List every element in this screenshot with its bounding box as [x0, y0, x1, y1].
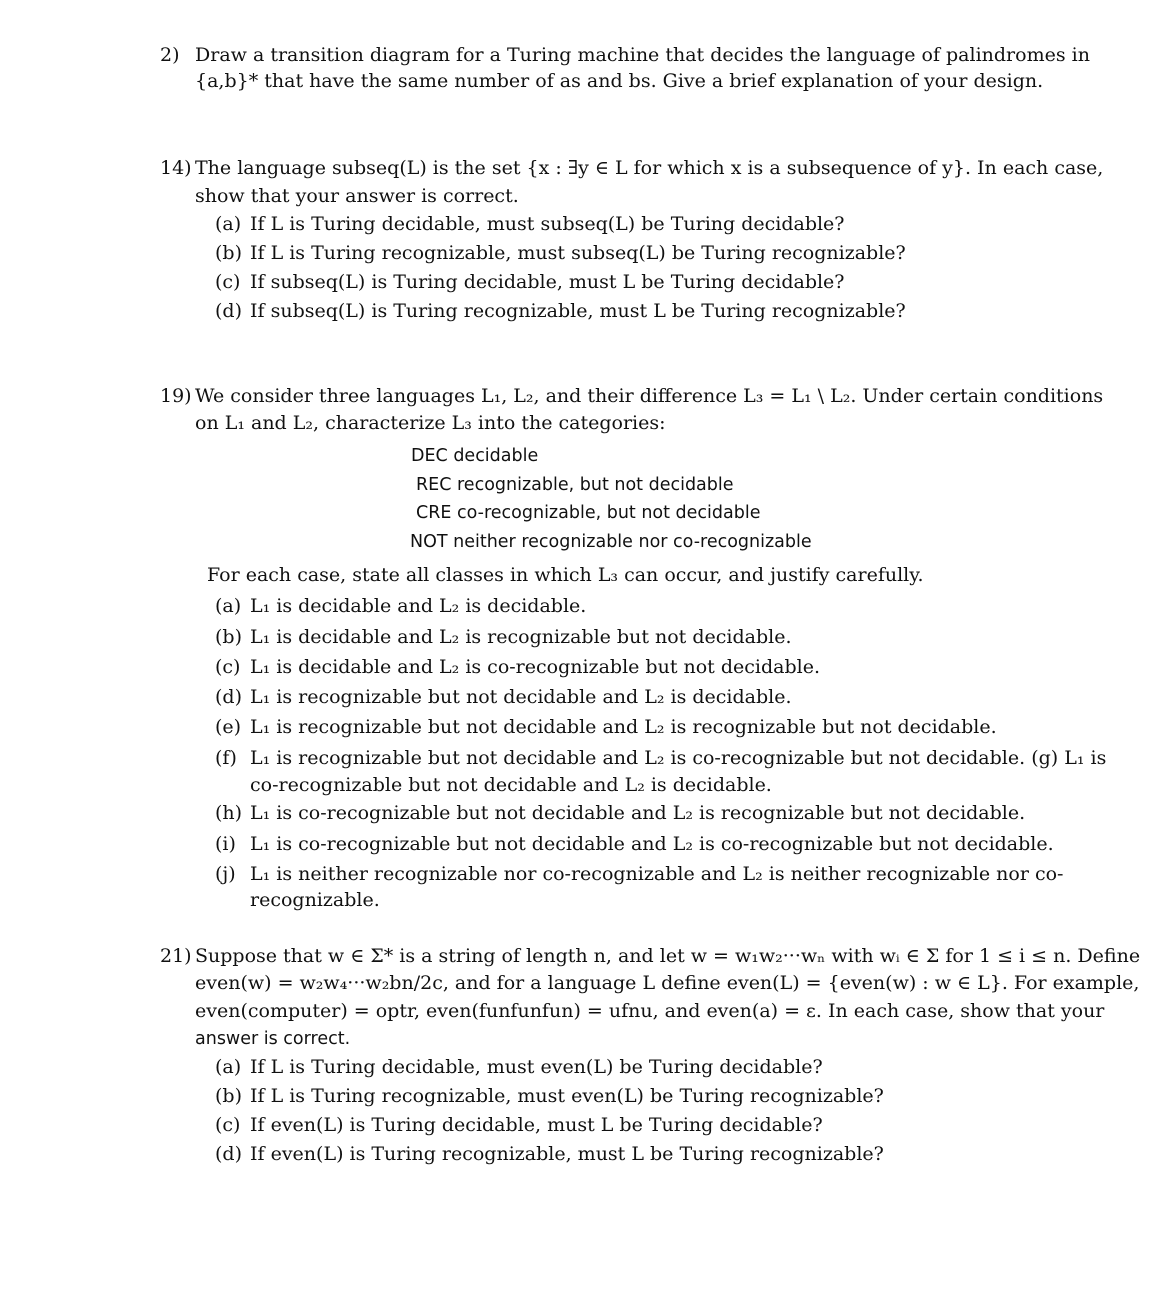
part-text: L₁ is recognizable but not decidable and L₂ is recognizable but not decidable.: [250, 716, 997, 738]
part-text: If even(L) is Turing recognizable, must L be Turing recognizable?: [250, 1143, 884, 1165]
part-label: (c): [215, 1114, 241, 1136]
part-label: (b): [215, 626, 242, 648]
part-text: L₁ is decidable and L₂ is decidable.: [250, 595, 587, 617]
part-text: L₁ is recognizable but not decidable and L₂ is co-recognizable but not decidable. (g) L₁ is: [250, 747, 1107, 769]
category-item: DEC decidable: [411, 446, 539, 466]
part-label: (a): [215, 213, 242, 235]
part-text: If L is Turing decidable, must even(L) be Turing decidable?: [250, 1056, 823, 1078]
question-number: 19): [160, 385, 192, 407]
part-label: (j): [215, 863, 236, 885]
part-text: L₁ is neither recognizable nor co-recognizable and L₂ is neither recognizable nor co-: [250, 863, 1064, 885]
question-text: on L₁ and L₂, characterize L₃ into the categories:: [195, 412, 666, 434]
question-number: 14): [160, 157, 192, 179]
question-text: Suppose that w ∈ Σ* is a string of length n, and let w = w₁w₂···wₙ with wᵢ ∈ Σ for 1 ≤ i ≤ n. Define: [195, 945, 1141, 967]
part-text: If L is Turing recognizable, must even(L) be Turing recognizable?: [250, 1085, 884, 1107]
part-text: L₁ is co-recognizable but not decidable and L₂ is recognizable but not decidable.: [250, 802, 1026, 824]
part-text: If even(L) is Turing decidable, must L be Turing decidable?: [250, 1114, 823, 1136]
part-text: L₁ is recognizable but not decidable and L₂ is decidable.: [250, 686, 792, 708]
part-label: (d): [215, 300, 242, 322]
part-label: (b): [215, 242, 242, 264]
part-text-continued: recognizable.: [250, 889, 380, 911]
question-text: answer is correct.: [195, 1029, 351, 1049]
part-text: If L is Turing decidable, must subseq(L) be Turing decidable?: [250, 213, 845, 235]
category-item: NOT neither recognizable nor co-recognizable: [410, 532, 812, 552]
question-text: The language subseq(L) is the set {x : ∃y ∈ L for which x is a subsequence of y}. In each case,: [195, 157, 1104, 179]
part-text: If L is Turing recognizable, must subseq(L) be Turing recognizable?: [250, 242, 906, 264]
part-text-continued: co-recognizable but not decidable and L₂ is decidable.: [250, 774, 772, 796]
category-item: REC recognizable, but not decidable: [416, 475, 734, 495]
question-text: even(w) = w₂w₄···w₂bn/2c, and for a language L define even(L) = {even(w) : w ∈ L}. For example,: [195, 972, 1140, 994]
question-text: Draw a transition diagram for a Turing machine that decides the language of palindromes in: [195, 44, 1090, 66]
part-label: (a): [215, 1056, 242, 1078]
part-label: (d): [215, 686, 242, 708]
question-number: 2): [160, 44, 180, 66]
part-label: (f): [215, 747, 237, 769]
question-text: show that your answer is correct.: [195, 185, 519, 207]
part-label: (d): [215, 1143, 242, 1165]
category-item: CRE co-recognizable, but not decidable: [416, 503, 761, 523]
part-label: (e): [215, 716, 242, 738]
question-text: {a,b}* that have the same number of as and bs. Give a brief explanation of your design.: [195, 70, 1044, 92]
question-text: We consider three languages L₁, L₂, and their difference L₃ = L₁ \ L₂. Under certain conditions: [195, 385, 1104, 407]
part-label: (a): [215, 595, 242, 617]
part-text: L₁ is decidable and L₂ is co-recognizable but not decidable.: [250, 656, 820, 678]
part-text: L₁ is decidable and L₂ is recognizable but not decidable.: [250, 626, 792, 648]
part-text: If subseq(L) is Turing decidable, must L be Turing decidable?: [250, 271, 845, 293]
part-label: (h): [215, 802, 243, 824]
part-label: (c): [215, 271, 241, 293]
part-text: If subseq(L) is Turing recognizable, must L be Turing recognizable?: [250, 300, 906, 322]
part-label: (i): [215, 833, 236, 855]
part-text: L₁ is co-recognizable but not decidable and L₂ is co-recognizable but not decidable.: [250, 833, 1054, 855]
instruction-text: For each case, state all classes in which L₃ can occur, and justify carefully.: [207, 564, 924, 586]
part-label: (c): [215, 656, 241, 678]
question-number: 21): [160, 945, 192, 967]
question-text: even(computer) = optr, even(funfunfun) = ufnu, and even(a) = ε. In each case, show that your: [195, 1000, 1105, 1022]
part-label: (b): [215, 1085, 242, 1107]
